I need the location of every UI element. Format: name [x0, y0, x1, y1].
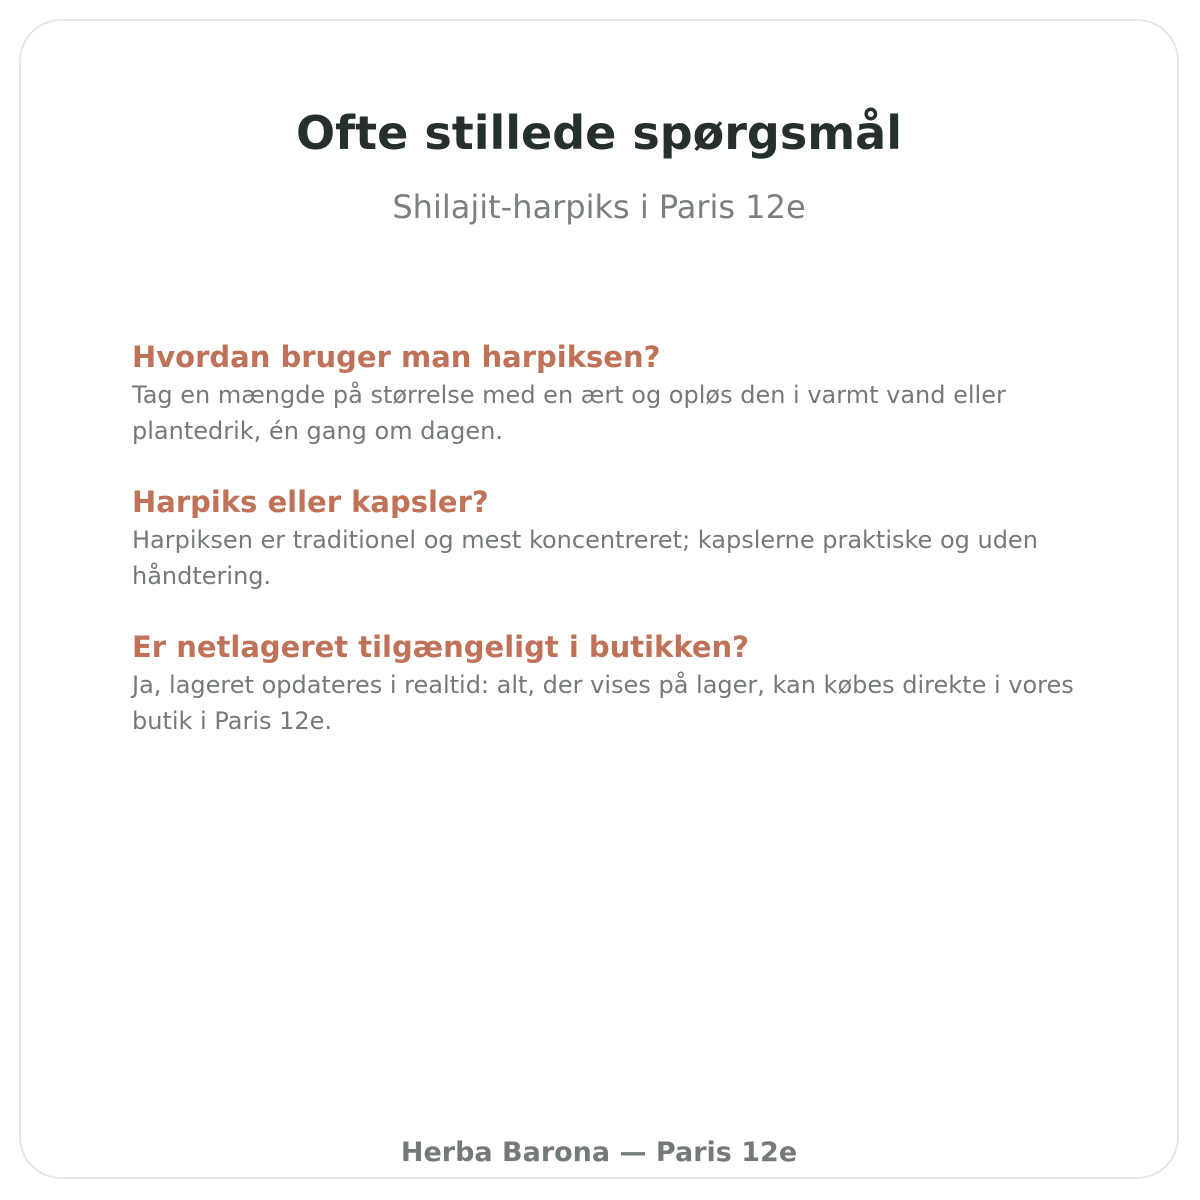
faq-item: [132, 482, 1102, 594]
faq-question: Er netlageret tilgængeligt i butikken?: [132, 630, 749, 664]
faq-item: [132, 627, 1102, 739]
faq-answer: Harpiksen er traditionel og mest koncentreret; kapslerne praktiske og uden håndtering.: [132, 526, 1038, 590]
page-title: Ofte stillede spørgsmål: [296, 106, 902, 160]
faq-list: [132, 337, 1102, 772]
faq-answer: Ja, lageret opdateres i realtid: alt, der vises på lager, kan købes direkte i vores butik i Paris 12e.: [132, 671, 1074, 735]
faq-question: Harpiks eller kapsler?: [132, 485, 489, 519]
faq-answer: Tag en mængde på størrelse med en ært og opløs den i varmt vand eller plantedrik, én gang om dagen.: [132, 381, 1006, 445]
footer-brand: Herba Barona — Paris 12e: [400, 1137, 798, 1168]
faq-item: [132, 337, 1102, 449]
faq-card: [19, 19, 1179, 1179]
page-subtitle: Shilajit-harpiks i Paris 12e: [392, 188, 806, 226]
faq-question: Hvordan bruger man harpiksen?: [132, 340, 661, 374]
